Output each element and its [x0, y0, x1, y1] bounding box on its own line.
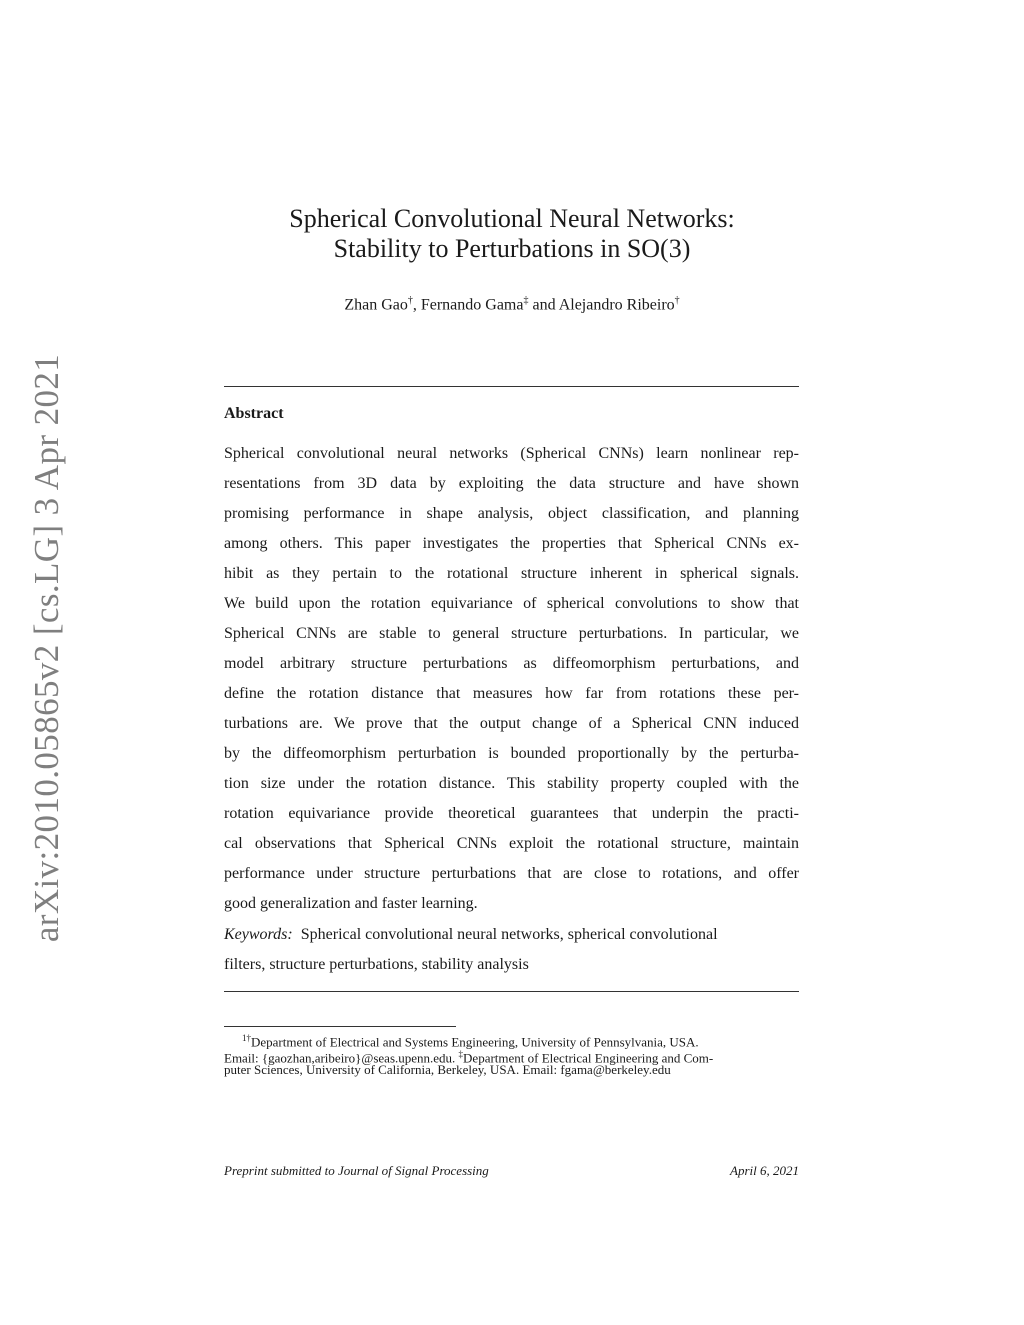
footnote-text: Department of Electrical and Systems Engineering, University of Pennsylvania, USA. — [251, 1034, 699, 1050]
abstract-bottom-rule — [224, 991, 799, 992]
footnote-text: Email: {gaozhan,aribeiro}@seas.upenn.edu. — [224, 1050, 459, 1066]
abstract-line: good generalization and faster learning. — [224, 895, 478, 912]
abstract-line: tion size under the rotation distance. This stability property coupled with the — [224, 775, 799, 792]
paper-title-line-2: Stability to Perturbations in SO(3) — [333, 234, 691, 263]
keywords-line-2: filters, structure perturbations, stability analysis — [224, 956, 529, 973]
preprint-note: Preprint submitted to Journal of Signal Processing — [224, 1163, 489, 1178]
abstract-line: hibit as they pertain to the rotational structure inherent in spherical signals. — [224, 565, 799, 582]
footnote-mark: 1† — [242, 1033, 251, 1043]
keywords-label: Keywords: — [224, 926, 293, 943]
arxiv-identifier-text: arXiv:2010.05865v2 [cs.LG] 3 Apr 2021 — [27, 353, 66, 943]
footnote-rule — [224, 1026, 456, 1027]
footnote-mark: ‡ — [458, 1049, 464, 1059]
abstract-line: model arbitrary structure perturbations as diffeomorphism perturbations, and — [224, 655, 799, 672]
abstract-line: Spherical convolutional neural networks (Spherical CNNs) learn nonlinear rep- — [224, 445, 799, 462]
abstract-line: Spherical CNNs are stable to general structure perturbations. In particular, we — [224, 625, 799, 642]
footnote-line-3: puter Sciences, University of California, Berkeley, USA. Email: fgama@berkeley.edu — [224, 1062, 671, 1077]
abstract-heading: Abstract — [224, 405, 284, 422]
abstract-line: define the rotation distance that measures how far from rotations these per- — [224, 685, 799, 702]
abstract-line: performance under structure perturbations that are close to rotations, and offer — [224, 865, 799, 882]
author-list — [0, 290, 1024, 316]
author-name: and Alejandro Ribeiro — [528, 296, 675, 314]
abstract-line: turbations are. We prove that the output change of a Spherical CNN induced — [224, 715, 799, 732]
affiliation-mark: † — [407, 295, 413, 306]
abstract-line: We build upon the rotation equivariance of spherical convolutions to show that — [224, 595, 799, 612]
abstract-line: cal observations that Spherical CNNs exploit the rotational structure, maintain — [224, 835, 799, 852]
affiliation-mark: ‡ — [523, 295, 529, 306]
abstract-line: among others. This paper investigates the properties that Spherical CNNs ex- — [224, 535, 799, 552]
abstract-line: resentations from 3D data by exploiting the data structure and have shown — [224, 475, 799, 492]
author-name: , Fernando Gama — [412, 296, 524, 314]
affiliation-mark: † — [674, 295, 680, 306]
abstract-line: rotation equivariance provide theoretical guarantees that underpin the practi- — [224, 805, 799, 822]
preprint-date: April 6, 2021 — [730, 1163, 799, 1178]
author-name: Zhan Gao — [344, 296, 408, 314]
abstract-line: by the diffeomorphism perturbation is bounded proportionally by the perturba- — [224, 745, 799, 762]
keywords-line-1 — [224, 924, 799, 946]
footnote-text: Department of Electrical Engineering and Com- — [463, 1050, 714, 1066]
paper-title-line-1: Spherical Convolutional Neural Networks: — [289, 204, 735, 233]
abstract-top-rule — [224, 386, 799, 387]
abstract-line: promising performance in shape analysis, object classification, and planning — [224, 505, 799, 522]
keywords-text: Spherical convolutional neural networks, spherical convolutional — [300, 926, 718, 943]
